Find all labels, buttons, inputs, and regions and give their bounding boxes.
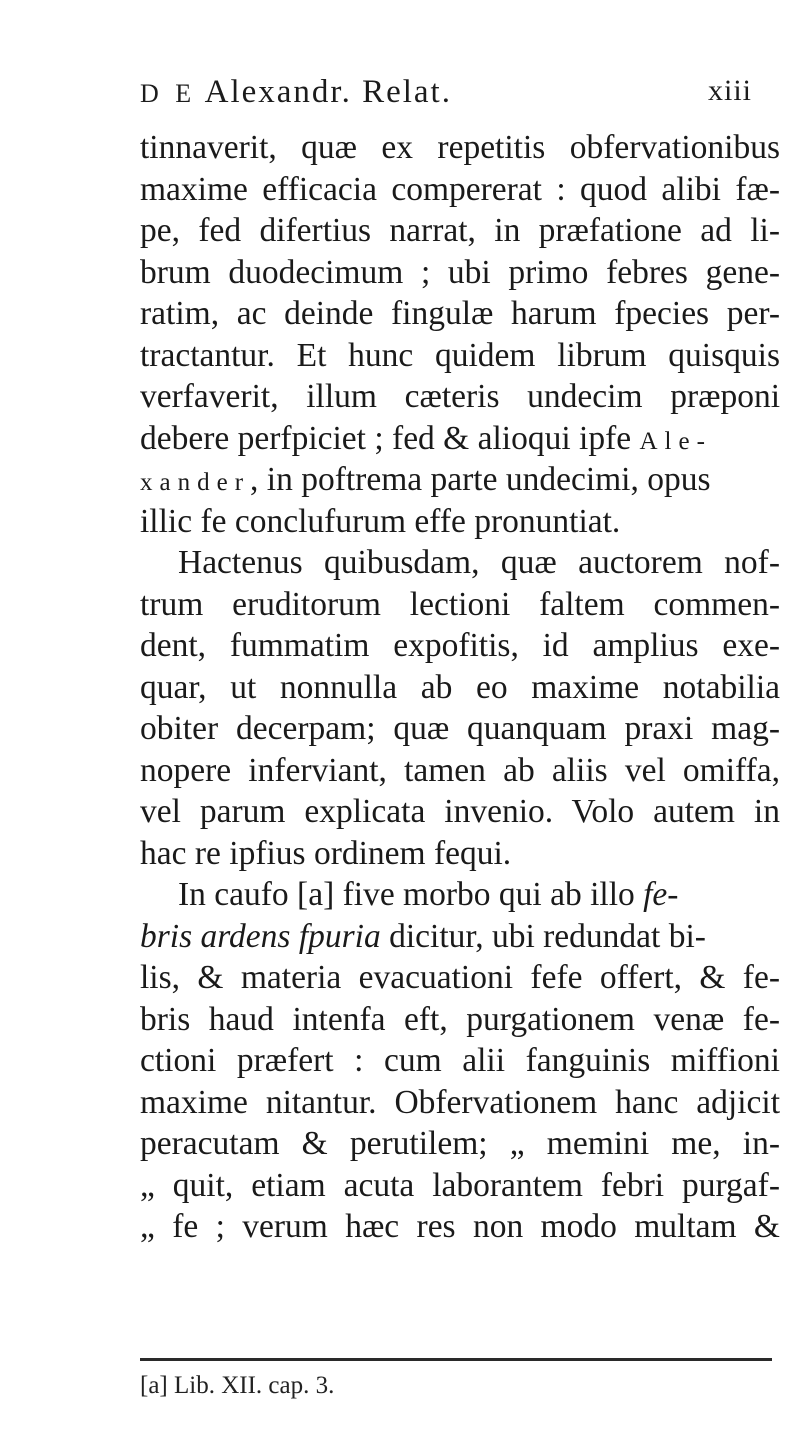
text-line: trum eruditorum lectioni faltem commen- (140, 585, 780, 623)
text-fragment: In caufo [a] five morbo qui ab illo (178, 876, 635, 913)
text-line: ratim, ac deinde fingulæ harum fpecies per- (140, 295, 780, 332)
text-line: ctioni præfert : cum alii fanguinis miffioni (140, 1042, 780, 1079)
text-line (140, 916, 780, 958)
running-title-prefix: D E (140, 79, 197, 108)
text-line: obiter decerpam; quæ quanquam praxi mag- (140, 710, 780, 747)
text-line: tinnaverit, quæ ex repetitis obfervationibus (140, 129, 780, 166)
text-fragment: dicitur, ubi redundat bi- (380, 917, 706, 955)
running-title-name: Alexandr. (204, 74, 352, 110)
page-number: xiii (707, 74, 752, 107)
running-title (140, 74, 452, 111)
text-line: dent, fummatim expofitis, id amplius exe- (140, 627, 780, 664)
text-line: vel parum explicata invenio. Volo autem in (140, 793, 780, 830)
footnote-rule (140, 1358, 772, 1361)
text-line: illic fe conclufurum effe pronuntiat. (140, 502, 621, 540)
text-line: lis, & materia evacuationi fefe offert, & fe- (140, 959, 780, 996)
author-name-fragment: xander (140, 469, 251, 496)
text-line: „ fe ; verum hæc res non modo multam & (140, 1208, 780, 1245)
text-line: Hactenus quibusdam, quæ auctorem nof- (178, 544, 780, 581)
italic-fragment: fe- (643, 876, 679, 913)
text-line: hac re ipfius ordinem fequi. (140, 834, 512, 872)
text-line: peracutam & perutilem; „ memini me, in- (140, 1125, 780, 1162)
running-head (140, 74, 760, 124)
footnote: [a] Lib. XII. cap. 3. (140, 1372, 335, 1399)
text-line: tractantur. Et hunc quidem librum quisquis (140, 336, 780, 374)
text-line: maxime nitantur. Obfervationem hanc adjicit (140, 1083, 780, 1121)
text-line: brum duodecimum ; ubi primo febres gene- (140, 253, 780, 291)
text-line (140, 459, 780, 501)
text-fragment: , in poftrema parte undecimi, opus (250, 461, 711, 498)
text-fragment: debere perfpiciet ; fed & alioqui ipfe (140, 419, 632, 457)
author-name-fragment: Ale- (639, 427, 712, 455)
text-line: maxime efficacia compererat : quod alibi fæ- (140, 170, 780, 208)
text-line (140, 418, 780, 460)
text-line: pe, fed difertius narrat, in præfatione ad li- (140, 212, 780, 249)
text-line (140, 874, 780, 916)
running-title-suffix: Relat. (362, 74, 452, 110)
text-line: „ quit, etiam acuta laborantem febri purgaf- (140, 1166, 780, 1204)
body-text (140, 127, 780, 1248)
italic-fragment: bris ardens fpuria (140, 917, 381, 955)
text-line: nopere inferviant, tamen ab aliis vel omiffa, (140, 751, 780, 789)
text-line: quar, ut nonnulla ab eo maxime notabilia (140, 668, 780, 706)
text-line: bris haud intenfa eft, purgationem venæ fe- (140, 1000, 780, 1038)
text-line: verfaverit, illum cæteris undecim præponi (140, 378, 780, 415)
